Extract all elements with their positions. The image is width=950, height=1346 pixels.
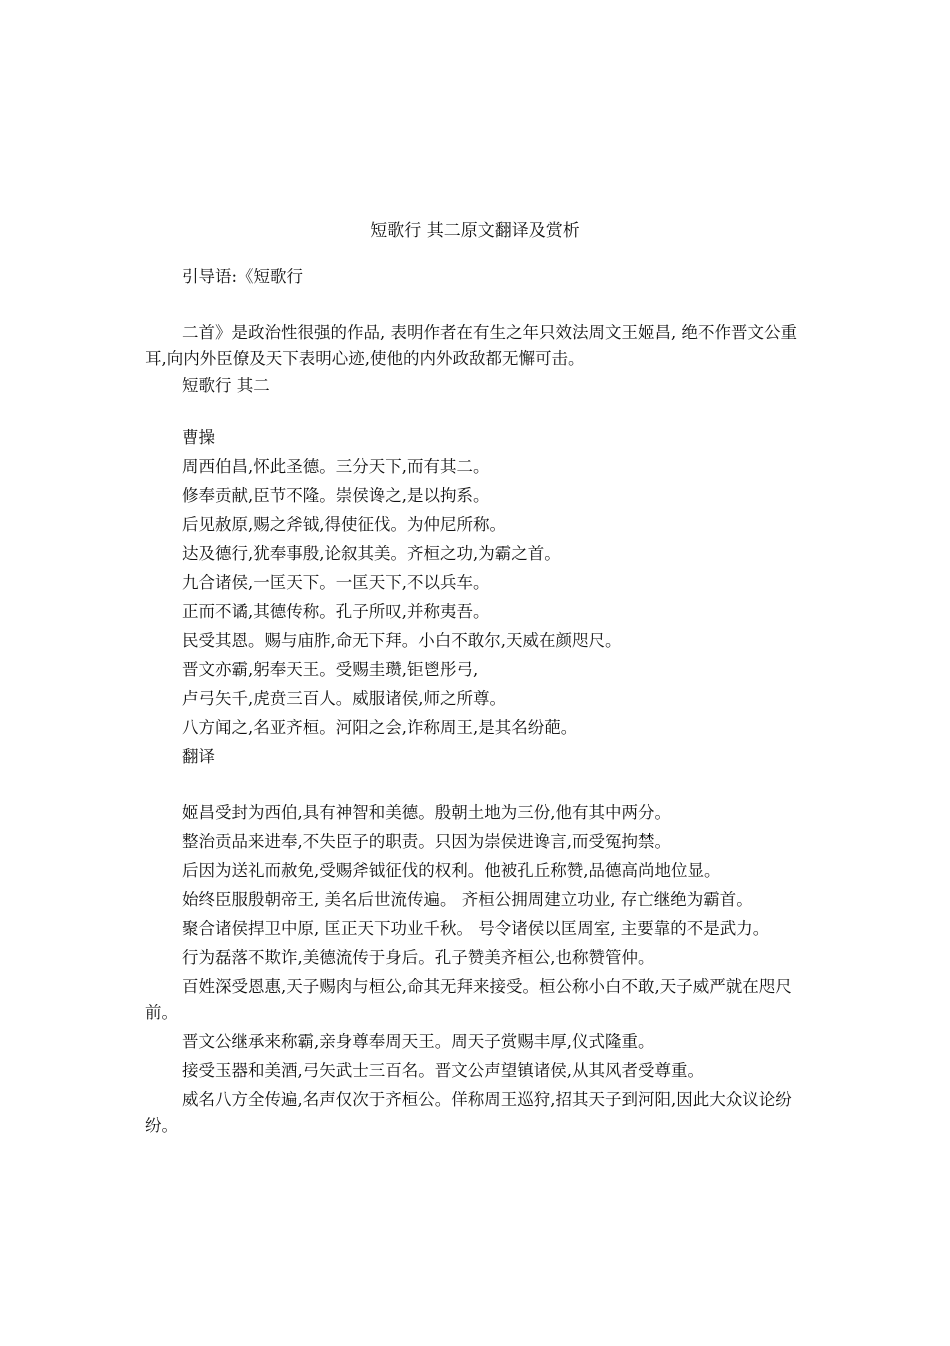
intro-label: 引导语:《短歌行 — [182, 267, 304, 286]
poem-line: 八方闻之,名亚齐桓。河阳之会,诈称周王,是其名纷葩。 — [182, 718, 578, 737]
translation-line: 百姓深受恩惠,天子赐肉与桓公,命其无拜来接受。桓公称小白不敢,天子威严就在咫尺前。 — [145, 977, 792, 1022]
translation-line: 姬昌受封为西伯,具有神智和美德。殷朝土地为三份,他有其中两分。 — [182, 803, 671, 822]
poem-line: 卢弓矢千,虎贲三百人。威服诸侯,师之所尊。 — [182, 689, 506, 708]
translation-heading: 翻译 — [182, 747, 215, 766]
document-body — [145, 266, 805, 1142]
document-title: 短歌行 其二原文翻译及赏析 — [370, 221, 580, 241]
poem-line: 九合诸侯,一匡天下。一匡天下,不以兵车。 — [182, 573, 490, 592]
translation-line: 威名八方全传遍,名声仅次于齐桓公。佯称周王巡狩,招其天子到河阳,因此大众议论纷纷。 — [145, 1090, 792, 1135]
poem-line: 晋文亦霸,躬奉天王。受赐圭瓒,钜鬯彤弓, — [182, 660, 479, 679]
poem-line: 达及德行,犹奉事殷,论叙其美。齐桓之功,为霸之首。 — [182, 544, 561, 563]
translation-line: 接受玉器和美酒,弓矢武士三百名。晋文公声望镇诸侯,从其风者受尊重。 — [182, 1061, 704, 1080]
poem-author: 曹操 — [182, 428, 215, 447]
translation-lines — [145, 800, 805, 1139]
translation-line: 聚合诸侯捍卫中原, 匡正天下功业千秋。 号令诸侯以匡周室, 主要靠的不是武力。 — [182, 919, 770, 938]
translation-line: 晋文公继承来称霸,亲身尊奉周天王。周天子赏赐丰厚,仪式隆重。 — [182, 1032, 655, 1051]
poem-lines — [145, 456, 805, 739]
translation-line: 行为磊落不欺诈,美德流传于身后。孔子赞美齐桓公,也称赞管仲。 — [182, 948, 655, 967]
poem-line: 民受其恩。赐与庙胙,命无下拜。小白不敢尔,天威在颜咫尺。 — [182, 631, 622, 650]
poem-line: 后见赦原,赐之斧钺,得使征伐。为仲尼所称。 — [182, 515, 506, 534]
poem-heading: 短歌行 其二 — [182, 376, 270, 395]
translation-line: 后因为送礼而赦免,受赐斧钺征伐的权利。他被孔丘称赞,品德高尚地位显。 — [182, 861, 721, 880]
poem-line: 修奉贡献,臣节不隆。崇侯谗之,是以拘系。 — [182, 486, 490, 505]
translation-line: 整治贡品来进奉,不失臣子的职责。只因为崇侯进谗言,而受冤拘禁。 — [182, 832, 671, 851]
intro-paragraph: 二首》是政治性很强的作品, 表明作者在有生之年只效法周文王姬昌, 绝不作晋文公重耳,向内外臣僚及天下表明心迹,使他的内外政敌都无懈可击。 — [145, 323, 797, 368]
poem-line: 正而不谲,其德传称。孔子所叹,并称夷吾。 — [182, 602, 490, 621]
poem-line: 周西伯昌,怀此圣德。三分天下,而有其二。 — [182, 457, 490, 476]
translation-line: 始终臣服殷朝帝王, 美名后世流传遍。 齐桓公拥周建立功业, 存亡继绝为霸首。 — [182, 890, 753, 909]
